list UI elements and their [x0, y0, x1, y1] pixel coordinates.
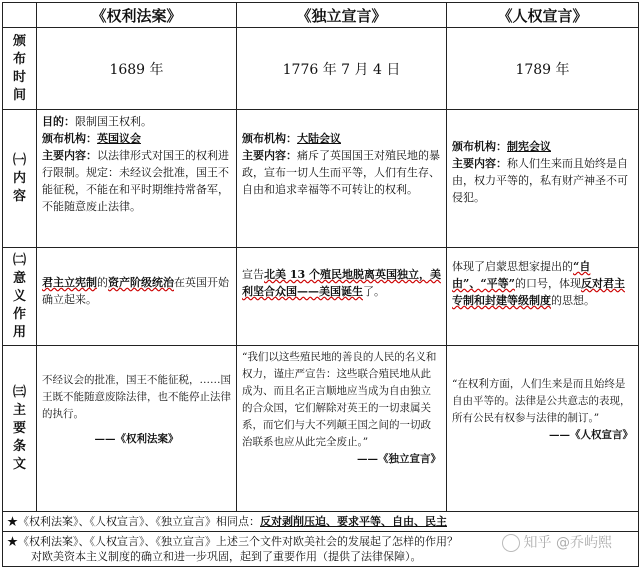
zhihu-logo-icon — [502, 534, 520, 552]
footer-row-1 — [3, 512, 639, 532]
content-bill-of-rights: 目的：限制国王权利。 颁布机构：英国议会 主要内容：以法律形式对国王的权利进行限制。规定：未经议会批准，国王不能征税，不能在和平时期维持常备军，不能随意废止法律。 — [37, 110, 237, 248]
significance-declaration-of-independence: 宣告北美 13 个殖民地脱离英国独立，美利坚合众国——美国诞生了。 — [237, 248, 447, 346]
time-row-label: 颁 布 时 间 — [3, 28, 37, 110]
header-declaration-of-rights-of-man: 《人权宣言》 — [447, 3, 639, 28]
articles-declaration-of-rights-of-man-source: ——《人权宣言》 — [549, 429, 633, 441]
footer-similarity: ★《权利法案》、《人权宣言》、《独立宣言》相同点：反对剥削压迫、要求平等、自由、民主 — [3, 512, 639, 532]
articles-declaration-of-independence-source: ——《独立宣言》 — [357, 453, 441, 465]
articles-declaration-of-rights-of-man: “在权利方面，人们生来是而且始终是自由平等的。法律是公共意志的表现，所有公民有权参与法律的制订。” ——《人权宣言》 — [447, 346, 639, 512]
footer-effect: ★《权利法案》、《人权宣言》、《独立宣言》上述三个文件对欧美社会的发展起了怎样的作用？ 对欧美资本主义制度的确立和进一步巩固，起到了重要作用（提供了法律保障）。 — [3, 532, 639, 567]
significance-row-label: ㈡ 意 义 作 用 — [3, 248, 37, 346]
header-row — [3, 3, 639, 28]
content-declaration-of-independence: 颁布机构：大陆会议 主要内容：痛斥了英国国王对殖民地的暴政，宣布一切人生而平等，人们有生存、自由和追求幸福等不可转让的权利。 — [237, 110, 447, 248]
comparison-table — [2, 2, 639, 567]
header-bill-of-rights: 《权利法案》 — [37, 3, 237, 28]
articles-row-label: ㈢ 主 要 条 文 — [3, 346, 37, 512]
articles-declaration-of-independence: “我们以这些殖民地的善良的人民的名义和权力，谨庄严宣告：这些联合殖民地从此成为、而且名正言顺地应当成为自由独立的合众国，它们解除对英王的一切隶属关系，而它们与大不列颠王国之间的一切政治联系也应从此完全废止。” ——《独立宣言》 — [237, 346, 447, 512]
significance-row — [3, 248, 639, 346]
content-row — [3, 110, 639, 248]
articles-bill-of-rights-source: ——《权利法案》 — [94, 433, 179, 445]
header-declaration-of-independence: 《独立宣言》 — [237, 3, 447, 28]
content-declaration-of-rights-of-man: 颁布机构：制宪会议 主要内容：称人们生来而且始终是自由，权力平等的，私有财产神圣不可侵犯。 — [447, 110, 639, 248]
time-row — [3, 28, 639, 110]
time-declaration-of-independence: 1776 年 7 月 4 日 — [237, 28, 447, 110]
watermark: 知乎 @乔屿熙 — [502, 532, 612, 552]
time-declaration-of-rights-of-man: 1789 年 — [447, 28, 639, 110]
articles-row — [3, 346, 639, 512]
header-corner — [3, 3, 37, 28]
significance-bill-of-rights: 君主立宪制的资产阶级统治在英国开始确立起来。 — [37, 248, 237, 346]
articles-bill-of-rights: 不经议会的批准，国王不能征税，……国王既不能随意废除法律，也不能停止法律的执行。 ——《权利法案》 — [37, 346, 237, 512]
content-row-label: ㈠ 内 容 — [3, 110, 37, 248]
document — [2, 2, 638, 567]
significance-declaration-of-rights-of-man: 体现了启蒙思想家提出的“自由”、“平等”的口号，体现反对君主专制和封建等级制度的思想。 — [447, 248, 639, 346]
time-bill-of-rights: 1689 年 — [37, 28, 237, 110]
